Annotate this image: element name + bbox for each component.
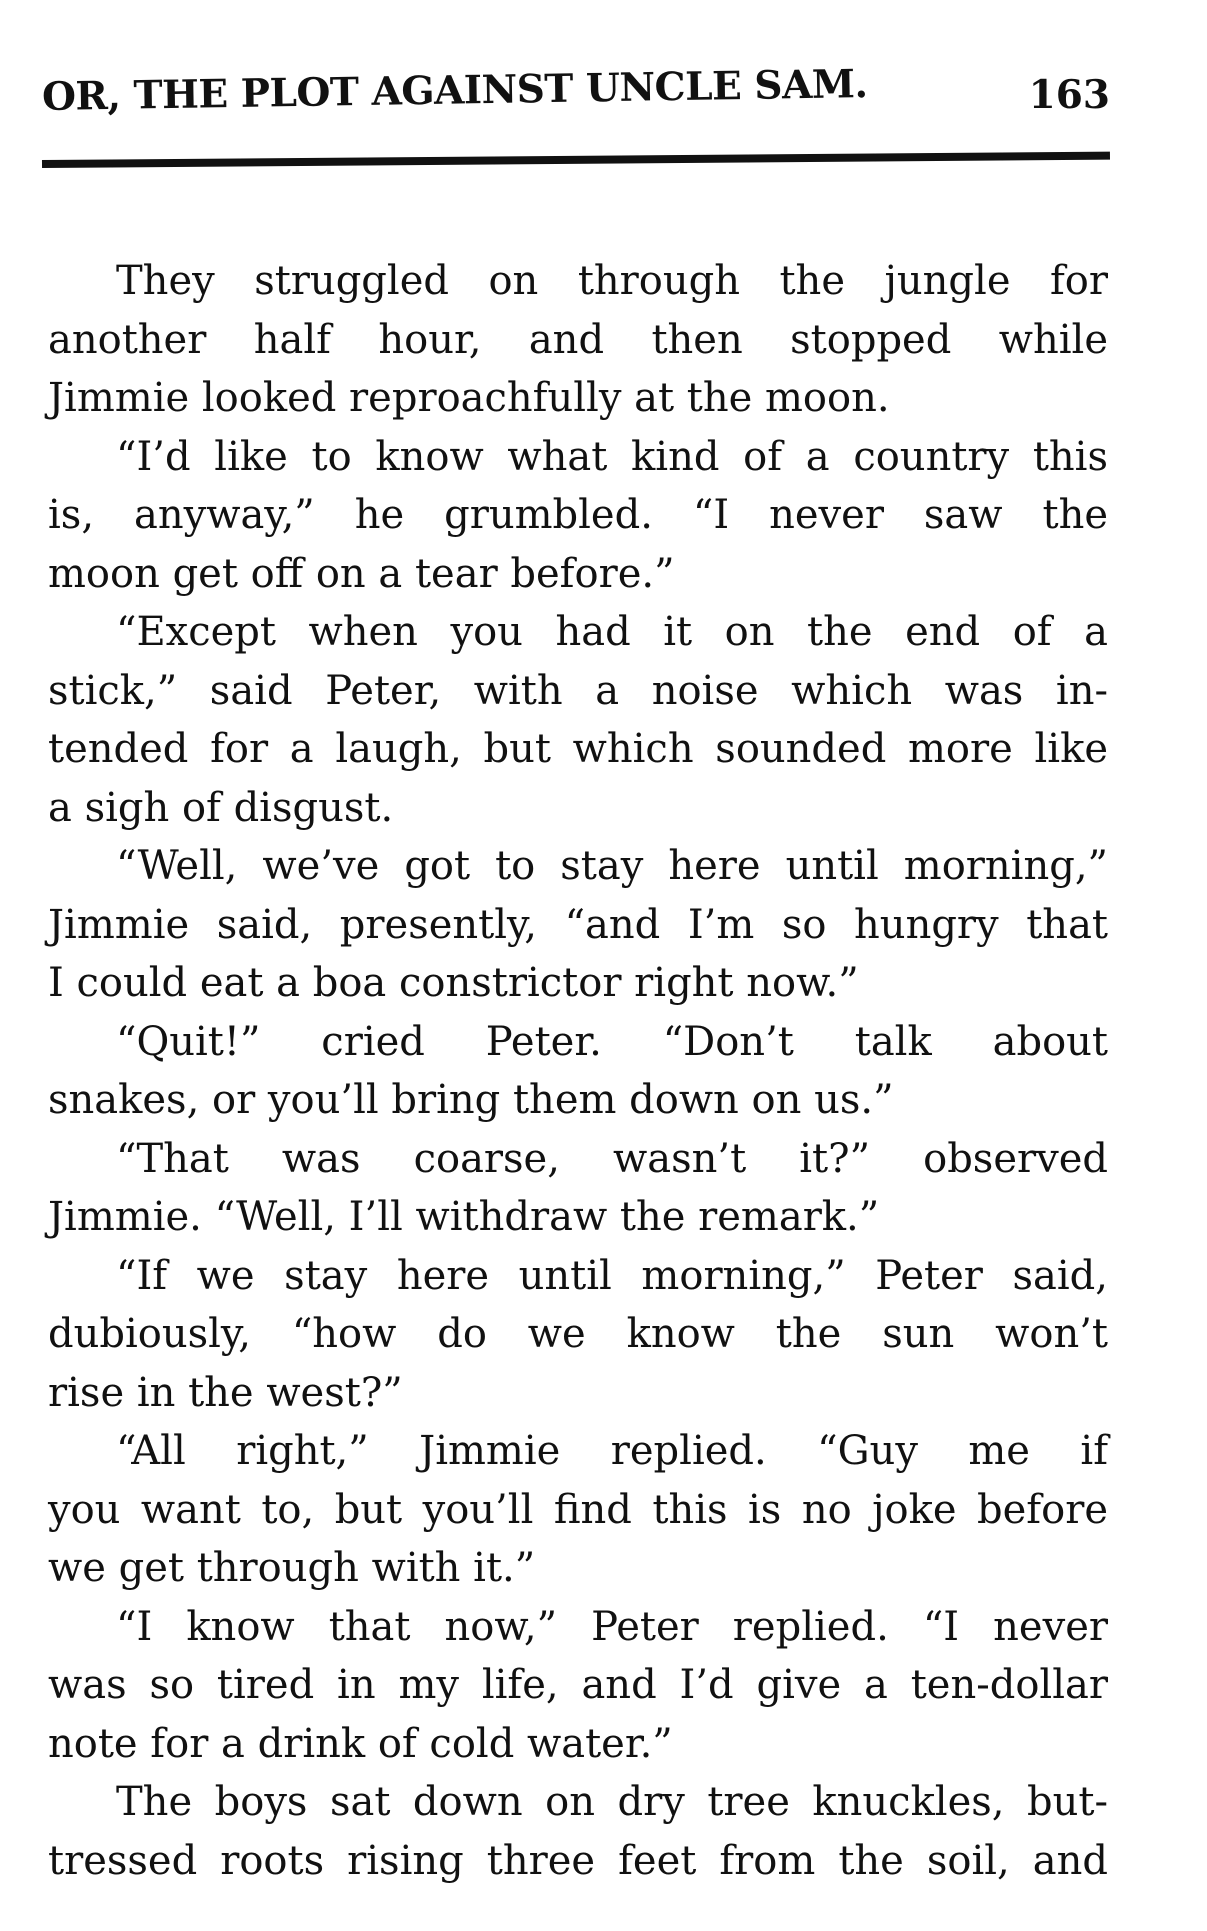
text-line: was so tired in my life, and I’d give a ten-dollar [48, 1662, 1108, 1708]
text-line: “Quit!” cried Peter. “Don’t talk about [116, 1018, 1108, 1065]
text-line: tended for a laugh, but which sounded more like [48, 726, 1108, 772]
text-line: Jimmie looked reproachfully at the moon. [48, 375, 890, 421]
header-rule [42, 152, 1110, 168]
text-line: The boys sat down on dry tree knuckles, but- [116, 1779, 1108, 1825]
page-header [41, 61, 1110, 132]
text-line: rise in the west?” [48, 1369, 403, 1416]
text-line: Jimmie. “Well, I’ll withdraw the remark.” [48, 1194, 880, 1240]
text-line: dubiously, “how do we know the sun won’t [48, 1311, 1108, 1357]
text-line: stick,” said Peter, with a noise which was in- [48, 667, 1108, 714]
text-line: tressed roots rising three feet from the soil, and [48, 1837, 1108, 1884]
text-line: snakes, or you’ll bring them down on us.” [48, 1077, 894, 1123]
text-line: “Well, we’ve got to stay here until morning,” [116, 843, 1108, 889]
text-line: “That was coarse, wasn’t it?” observed [116, 1135, 1108, 1182]
text-line: I could eat a boa constrictor right now.” [48, 960, 859, 1006]
page-number: 163 [1028, 72, 1110, 118]
text-line: a sigh of disgust. [48, 784, 394, 831]
text-line: you want to, but you’ll find this is no joke before [48, 1486, 1108, 1533]
text-line: note for a drink of cold water.” [48, 1720, 673, 1767]
body-text [48, 252, 1108, 1890]
text-line: “I know that now,” Peter replied. “I never [116, 1603, 1108, 1650]
text-line: Jimmie said, presently, “and I’m so hungry that [48, 901, 1108, 948]
text-line: another half hour, and then stopped while [48, 316, 1108, 363]
text-line: “Except when you had it on the end of a [116, 609, 1108, 655]
text-line: “If we stay here until morning,” Peter said, [116, 1252, 1108, 1299]
text-line: They struggled on through the jungle for [116, 258, 1108, 304]
text-line: moon get off on a tear before.” [48, 550, 675, 597]
text-line: “All right,” Jimmie replied. “Guy me if [116, 1428, 1108, 1474]
text-line: we get through with it.” [48, 1545, 536, 1591]
text-line: is, anyway,” he grumbled. “I never saw the [48, 492, 1108, 538]
running-title: OR, THE PLOT AGAINST UNCLE SAM. [41, 61, 868, 120]
text-line: “I’d like to know what kind of a country this [116, 433, 1108, 480]
